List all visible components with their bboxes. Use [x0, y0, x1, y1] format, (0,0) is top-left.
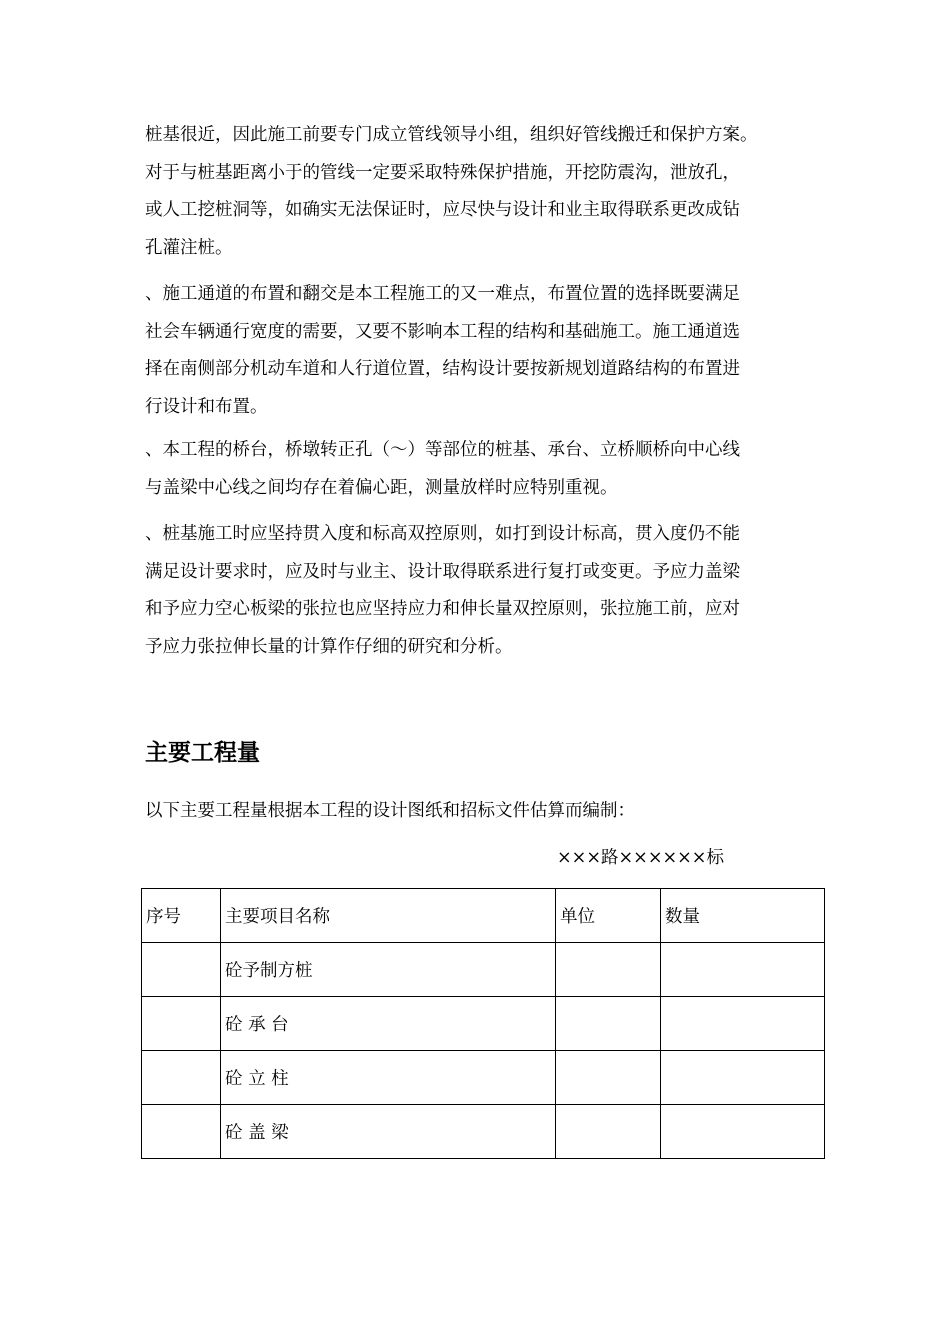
cell-item-name: 砼 承 台 [221, 997, 556, 1051]
column-header-quantity: 数量 [661, 889, 825, 943]
table-row [142, 1105, 825, 1159]
table-row [142, 943, 825, 997]
section-heading: 主要工程量 [145, 740, 260, 766]
text-line: 与盖梁中心线之间均存在着偏心距，测量放样时应特别重视。 [145, 477, 618, 498]
text-line: 对于与桩基距离小于的管线一定要采取特殊保护措施，开挖防震沟，泄放孔， [145, 162, 740, 183]
table-header-row [142, 889, 825, 943]
column-header-index: 序号 [142, 889, 221, 943]
text-line: 予应力张拉伸长量的计算作仔细的研究和分析。 [145, 636, 513, 657]
text-line: 桩基很近，因此施工前要专门成立管线领导小组，组织好管线搬迁和保护方案。 [145, 125, 758, 145]
text-line: 、施工通道的布置和翻交是本工程施工的又一难点，布置位置的选择既要满足 [145, 284, 740, 304]
text-line: 和予应力空心板梁的张拉也应坚持应力和伸长量双控原则，张拉施工前，应对 [145, 599, 740, 619]
text-line: 、桩基施工时应坚持贯入度和标高双控原则，如打到设计标高，贯入度仍不能 [145, 524, 740, 544]
text-line: 满足设计要求时，应及时与业主、设计取得联系进行复打或变更。予应力盖梁 [145, 561, 740, 582]
text-line: 择在南侧部分机动车道和人行道位置，结构设计要按新规划道路结构的布置进 [145, 359, 740, 379]
cell-unit [556, 943, 661, 997]
table-row [142, 997, 825, 1051]
cell-quantity [661, 1105, 825, 1159]
cell-item-name: 砼予制方桩 [221, 943, 556, 997]
table-row [142, 1051, 825, 1105]
cell-unit [556, 1051, 661, 1105]
cell-item-name: 砼 立 柱 [221, 1051, 556, 1105]
cell-index [142, 1105, 221, 1159]
text-line: 、本工程的桥台，桥墩转正孔（～）等部位的桩基、承台、立桥顺桥向中心线 [145, 440, 740, 460]
text-line: 孔灌注桩。 [145, 237, 233, 258]
quantity-table [141, 888, 825, 1159]
column-header-unit: 单位 [556, 889, 661, 943]
section-intro: 以下主要工程量根据本工程的设计图纸和招标文件估算而编制： [145, 801, 635, 821]
table-title: ×××路××××××标 [557, 848, 724, 868]
text-line: 或人工挖桩洞等，如确实无法保证时，应尽快与设计和业主取得联系更改成钻 [145, 200, 740, 220]
text-line: 行设计和布置。 [145, 396, 268, 417]
cell-quantity [661, 997, 825, 1051]
cell-unit [556, 997, 661, 1051]
paragraph-pile-control [145, 516, 835, 666]
cell-unit [556, 1105, 661, 1159]
cell-item-name: 砼 盖 梁 [221, 1105, 556, 1159]
paragraph-abutment-offset [145, 432, 835, 507]
cell-quantity [661, 943, 825, 997]
cell-index [142, 943, 221, 997]
cell-quantity [661, 1051, 825, 1105]
text-line: 社会车辆通行宽度的需要，又要不影响本工程的结构和基础施工。施工通道选 [145, 321, 740, 342]
cell-index [142, 1051, 221, 1105]
column-header-item-name: 主要项目名称 [221, 889, 556, 943]
paragraph-pipeline-protection [145, 117, 835, 267]
cell-index [142, 997, 221, 1051]
paragraph-construction-access [145, 276, 835, 426]
